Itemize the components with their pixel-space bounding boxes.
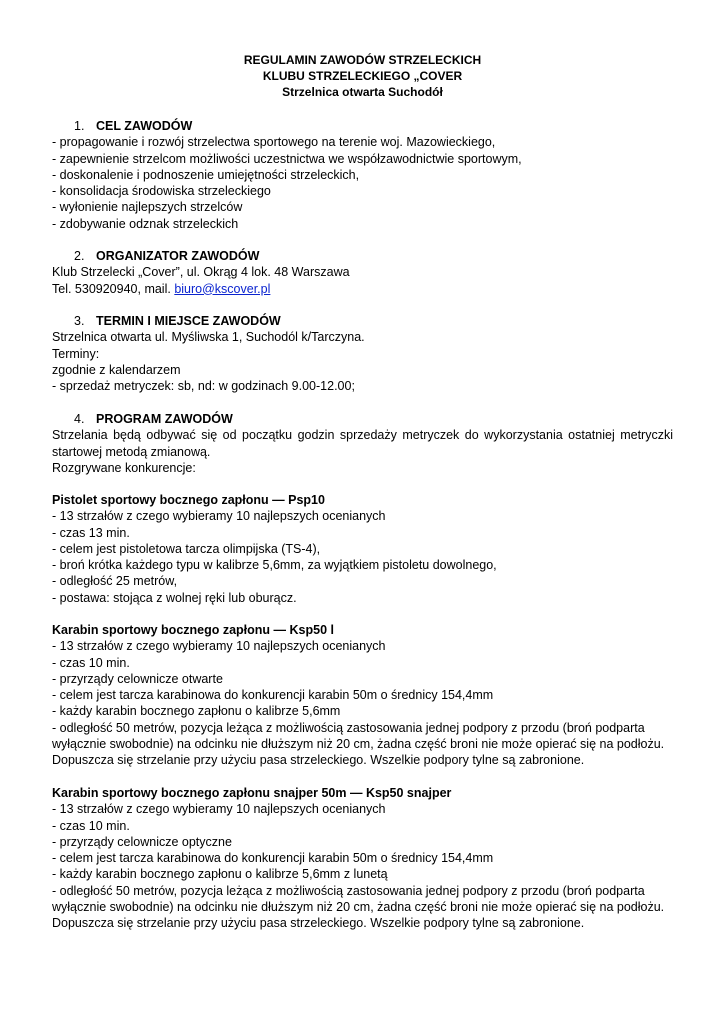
list-item: - każdy karabin bocznego zapłonu o kalibrze 5,6mm z lunetą [52,867,388,882]
text-line: - sprzedaż metryczek: sb, nd: w godzinach 9.00-12.00; [52,379,355,394]
paragraph-line: Rozgrywane konkurencje: [52,460,196,475]
competition-pistol [52,492,673,606]
list-item: - odległość 25 metrów, [52,574,178,589]
list-item: - czas 10 min. [52,655,130,670]
section-number: 2. [74,249,85,263]
organizer-address: Klub Strzelecki „Cover”, ul. Okrąg 4 lok. 48 Warszawa [52,265,350,280]
section-heading [52,118,673,134]
section-goals [52,118,673,232]
competition-sniper [52,785,673,932]
section-number: 4. [74,412,85,426]
section-title: PROGRAM ZAWODÓW [96,412,233,426]
list-item: - każdy karabin bocznego zapłonu o kalibrze 5,6mm [52,704,341,719]
list-item: Dopuszcza się strzelanie przy użyciu pasa strzeleckiego. Wszelkie podpory tylne są zabronione. [52,753,585,768]
list-item: - celem jest tarcza karabinowa do konkurencji karabin 50m o średnicy 154,4mm [52,688,494,703]
list-item: Dopuszcza się strzelanie przy użyciu pasa strzeleckiego. Wszelkie podpory tylne są zabronione. [52,916,585,931]
section-heading [52,248,673,264]
document-title-line-3: Strzelnica otwarta Suchodół [282,85,443,99]
section-number: 1. [74,119,85,133]
list-item: - przyrządy celownicze optyczne [52,834,232,849]
paragraph-line: startowej metodą zmianową. [52,444,211,459]
section-title: TERMIN I MIEJSCE ZAWODÓW [96,314,281,328]
text-line: zgodnie z kalendarzem [52,362,181,377]
paragraph-line: Strzelania będą odbywać się od początku godzin sprzedaży metryczek do wykorzystania ostatniej metryczki [52,428,673,443]
phone-text: Tel. 530920940, mail. [52,281,175,296]
list-item: - 13 strzałów z czego wybieramy 10 najlepszych ocenianych [52,509,386,524]
document-title-line-2: KLUBU STRZELECKIEGO „COVER [262,69,463,83]
list-item: - odległość 50 metrów, pozycja leżąca z możliwością zastosowania jednej podpory z przodu (broń podparta [52,883,645,898]
section-organizer [52,248,673,297]
list-item: - celem jest tarcza karabinowa do konkurencji karabin 50m o średnicy 154,4mm [52,851,494,866]
section-date-place [52,313,673,394]
list-item: - wyłonienie najlepszych strzelców [52,200,243,215]
section-program [52,411,673,476]
section-title: ORGANIZATOR ZAWODÓW [96,249,260,263]
section-heading [52,411,673,427]
list-item: wyłącznie swobodnie) na odcinku nie dłuższym niż 20 cm, żadna część broni nie może opierać się na podłożu. [52,737,665,752]
competition-heading: Karabin sportowy bocznego zapłonu — Ksp50 l [52,623,334,637]
list-item: - czas 13 min. [52,525,130,540]
competition-rifle [52,622,673,769]
section-title: CEL ZAWODÓW [96,119,193,133]
list-item: - odległość 50 metrów, pozycja leżąca z możliwością zastosowania jednej podpory z przodu (broń podparta [52,720,645,735]
list-item: - celem jest pistoletowa tarcza olimpijska (TS-4), [52,541,321,556]
list-item: - propagowanie i rozwój strzelectwa sportowego na terenie woj. Mazowieckiego, [52,135,496,150]
list-item: - zapewnienie strzelcom możliwości uczestnictwa we współzawodnictwie sportowym, [52,151,522,166]
competition-heading: Pistolet sportowy bocznego zapłonu — Psp10 [52,493,325,507]
competition-heading: Karabin sportowy bocznego zapłonu snajper 50m — Ksp50 snajper [52,786,452,800]
email-link[interactable]: biuro@kscover.pl [174,281,271,296]
text-line: Terminy: [52,346,100,361]
section-number: 3. [74,314,85,328]
list-item: - zdobywanie odznak strzeleckich [52,216,239,231]
list-item: - przyrządy celownicze otwarte [52,671,223,686]
list-item: - czas 10 min. [52,818,130,833]
list-item: - broń krótka każdego typu w kalibrze 5,6mm, za wyjątkiem pistoletu dowolnego, [52,558,497,573]
list-item: - postawa: stojąca z wolnej ręki lub oburącz. [52,590,297,605]
list-item: - 13 strzałów z czego wybieramy 10 najlepszych ocenianych [52,639,386,654]
section-heading [52,313,673,329]
organizer-contact [52,281,673,297]
text-line: Strzelnica otwarta ul. Myśliwska 1, Suchodól k/Tarczyna. [52,330,365,345]
list-item: - doskonalenie i podnoszenie umiejętności strzeleckich, [52,167,360,182]
list-item: - konsolidacja środowiska strzeleckiego [52,184,271,199]
list-item: - 13 strzałów z czego wybieramy 10 najlepszych ocenianych [52,802,386,817]
document-title-line-1: REGULAMIN ZAWODÓW STRZELECKICH [243,53,482,67]
list-item: wyłącznie swobodnie) na odcinku nie dłuższym niż 20 cm, żadna część broni nie może opierać się na podłożu. [52,900,665,915]
